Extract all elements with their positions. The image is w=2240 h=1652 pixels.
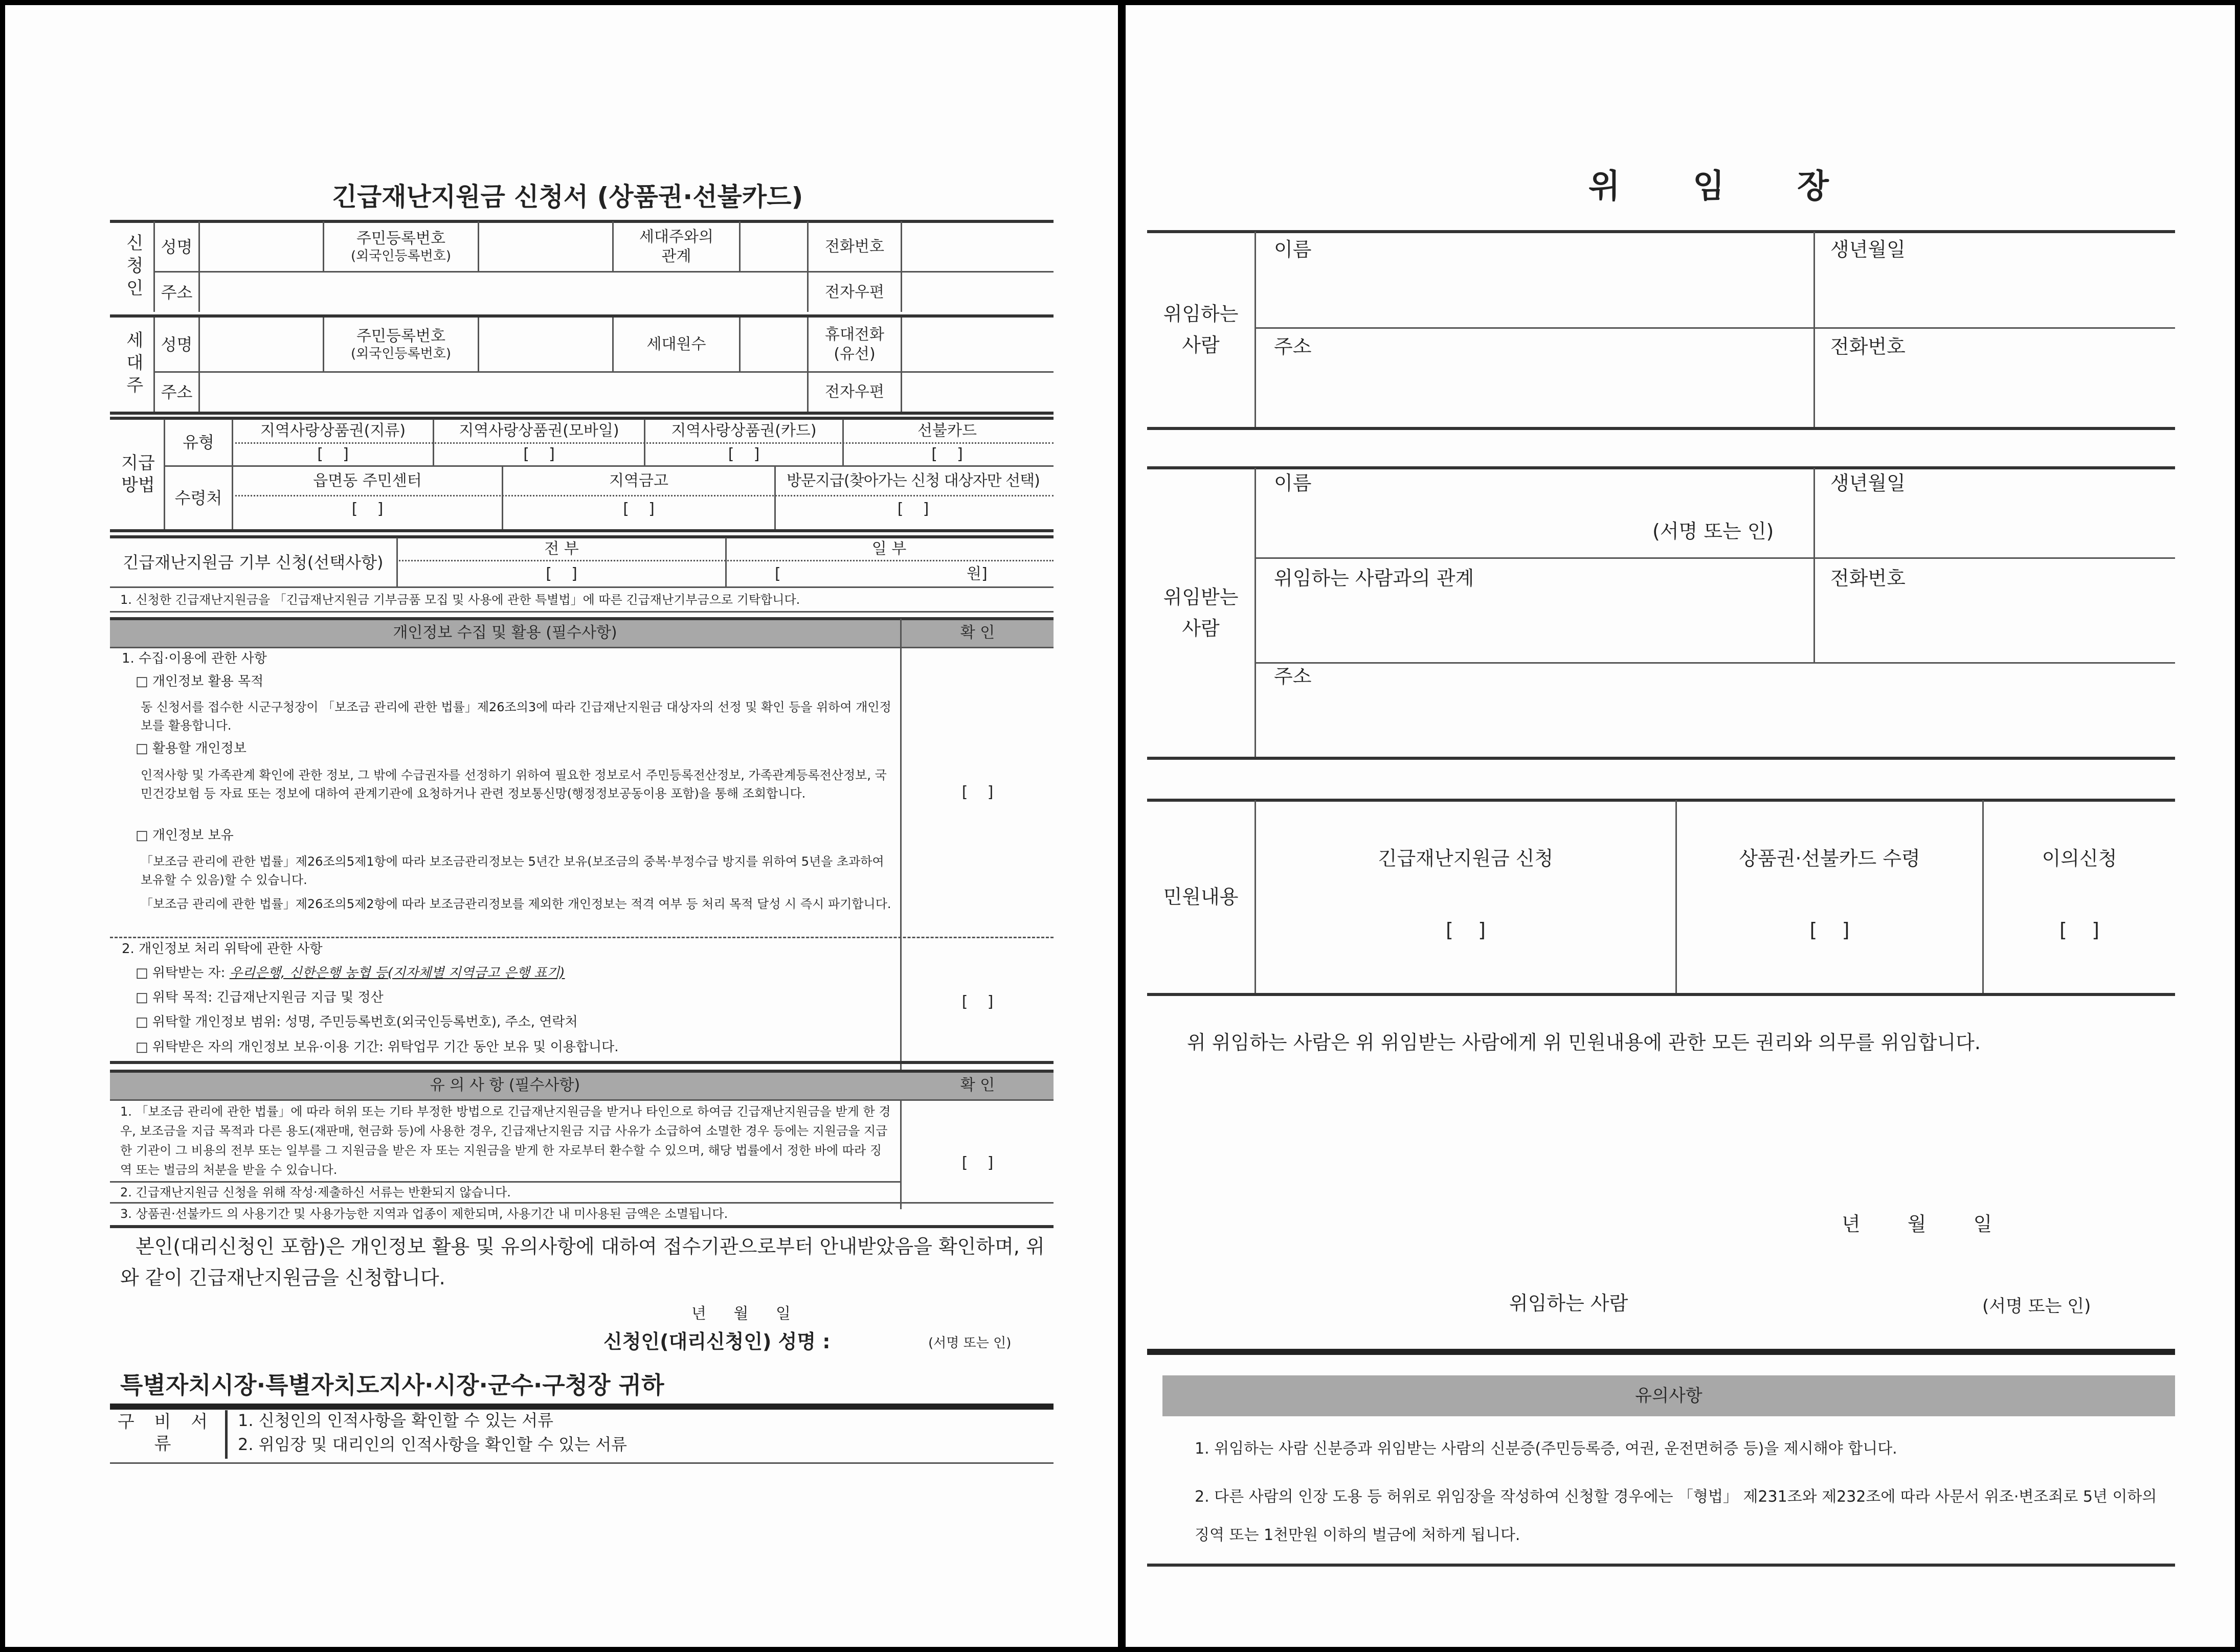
petition-check-apply[interactable]: [ ] <box>1446 919 1486 942</box>
delegation-statement: 위 위임하는 사람은 위 위임받는 사람에게 위 민원내용에 관한 모든 권리와 의무를 위임합니다. <box>1187 1031 1981 1054</box>
householder-email-field[interactable] <box>902 373 1050 412</box>
privacy-s1-title: 1. 수집·이용에 관한 사항 <box>122 651 267 666</box>
docs-label: 구 비 서 류 <box>117 1412 215 1454</box>
receive-place-center: 읍면동 주민센터 <box>313 471 422 490</box>
delegate-birth-field[interactable] <box>1826 499 2169 550</box>
payment-type-mobile: 지역사랑상품권(모바일) <box>459 421 619 440</box>
delegate-name-field[interactable] <box>1266 499 1675 545</box>
privacy-s2-title: 2. 개인정보 처리 위탁에 관한 사항 <box>122 941 323 957</box>
delegator-birth-label: 생년월일 <box>1830 238 1906 261</box>
delegator-phone-field[interactable] <box>1826 363 2169 422</box>
privacy-s2b: □ 위탁 목적: 긴급재난지원금 지급 및 정산 <box>136 990 384 1005</box>
applicant-rrn-label <box>324 222 478 271</box>
donation-part-close: 원] <box>967 564 988 583</box>
form-title: 긴급재난지원금 신청서 (상품권·선불카드) <box>332 182 803 212</box>
payment-type-prepaid: 선불카드 <box>917 421 977 440</box>
privacy-header: 개인정보 수집 및 활용 (필수사항) <box>393 623 617 642</box>
delegator-phone-label: 전화번호 <box>1830 335 1906 358</box>
householder-mobile-text: 휴대전화 <box>825 326 884 344</box>
delegator-sign-field[interactable] <box>1719 1288 1964 1319</box>
householder-members-label: 세대원수 <box>646 335 706 353</box>
notice-confirm-header: 확 인 <box>960 1076 995 1094</box>
privacy-s1b-title: □ 활용할 개인정보 <box>136 741 247 756</box>
docs-item-1: 1. 신청인의 인적사항을 확인할 수 있는 서류 <box>238 1411 554 1430</box>
privacy-s2a <box>136 965 892 982</box>
delegate-section-label: 위임받는 사람 <box>1163 585 1239 640</box>
donation-part-open: [ <box>775 564 781 583</box>
application-date: 년 월 일 <box>691 1305 802 1323</box>
applicant-address-label: 주소 <box>161 282 193 302</box>
payment-check-card[interactable]: [ ] <box>728 445 760 464</box>
householder-email-label: 전자우편 <box>825 383 884 401</box>
privacy-s1b-text: 인적사항 및 가족관계 확인에 관한 정보, 그 밖에 수급권자를 선정하기 위하여 필요한 정보로서 주민등록전산정보, 가족관계등록전산정보, 국민건강보험 등 자료 또는 정보에 대하여 관계기관에 요청하거나 관련 정보통신망(행정정보공동이용 포함)을 통해 조회합니다. <box>141 768 887 801</box>
householder-name-label: 성명 <box>161 334 193 354</box>
payment-check-paper[interactable]: [ ] <box>317 445 349 464</box>
donation-all-label: 전 부 <box>544 539 579 558</box>
signer-sign-mark: (서명 또는 인) <box>928 1336 1012 1351</box>
declaration-text: 본인(대리신청인 포함)은 개인정보 활용 및 유의사항에 대하여 접수기관으로부터 안내받았음을 확인하며, 위와 같이 긴급재난지원금을 신청합니다. <box>120 1235 1045 1289</box>
poa-title: 위 임 장 <box>1588 168 1829 206</box>
privacy-s1c-text2: 「보조금 관리에 관한 법률」제26조의5제2항에 따라 보조금관리정보를 제외한 개인정보는 적격 여부 등 처리 목적 달성 시 즉시 파기합니다. <box>141 897 891 911</box>
payment-section-label: 지급 방법 <box>121 453 155 495</box>
delegate-address-label: 주소 <box>1274 665 1312 688</box>
householder-name-field[interactable] <box>200 318 323 371</box>
applicant-phone-field[interactable] <box>902 222 1050 271</box>
payment-type-card: 지역사랑상품권(카드) <box>671 421 817 440</box>
privacy-s1-check[interactable]: [ ] <box>961 783 994 802</box>
applicant-name-field[interactable] <box>200 222 323 271</box>
privacy-confirm-header: 확 인 <box>960 623 995 642</box>
notice-item-1: 1. 「보조금 관리에 관한 법률」에 따라 허위 또는 기타 부정한 방법으로 긴급재난지원금을 받거나 타인으로 하여금 긴급재난지원금을 받게 한 경우, 보조금을 지급 목적과 다른 용도(재판매, 현금화 등)에 사용한 경우, 긴급재난지원금 지급 사유가 소급하여 소멸한 경우 등에는 지원금을 지급한 기관이 그 비용의 전부 또는 일부를 그 지원금을 받은 자 또는 지원금을 받게 한 자로부터 환수할 수 있으며, 해당 법률에서 정한 바에 따라 징역 또는 벌금의 처분을 받을 수 있습니다. <box>120 1104 891 1177</box>
householder-rrn-text: 주민등록번호 <box>356 327 445 345</box>
delegate-phone-label: 전화번호 <box>1830 567 1906 590</box>
privacy-s2c: □ 위탁할 개인정보 범위: 성명, 주민등록번호(외국인등록번호), 주소, 연락처 <box>136 1014 578 1030</box>
householder-address-field[interactable] <box>200 373 806 412</box>
delegate-relation-field[interactable] <box>1266 596 1808 657</box>
petition-check-receive[interactable]: [ ] <box>1809 919 1850 942</box>
petition-check-objection[interactable]: [ ] <box>2059 919 2099 942</box>
receive-place-bank: 지역금고 <box>609 471 668 490</box>
privacy-s1a-text: 동 신청서를 접수한 시군구청장이 「보조금 관리에 관한 법률」제26조의3에 따라 긴급재난지원금 대상자의 선정 및 확인 등을 위하여 개인정보를 활용합니다. <box>141 700 891 733</box>
notice-header: 유 의 사 항 (필수사항) <box>430 1076 580 1094</box>
delegate-phone-field[interactable] <box>1826 596 2169 657</box>
payment-type-paper: 지역사랑상품권(지류) <box>260 421 406 440</box>
delegator-birth-field[interactable] <box>1826 266 2169 322</box>
signer-label: 신청인(대리신청인) 성명 : <box>603 1330 831 1353</box>
delegator-section-label: 위임하는 사람 <box>1163 303 1239 356</box>
householder-mobile-sub: (유선) <box>834 345 876 363</box>
donation-part-label: 일 부 <box>871 539 907 558</box>
applicant-rrn-sub: (외국인등록번호) <box>350 248 452 264</box>
applicant-address-field[interactable] <box>200 273 806 312</box>
poa-notice-2: 2. 다른 사람의 인장 도용 등 허위로 위임장을 작성하여 신청할 경우에는 「형법」 제231조와 제232조에 따라 사문서 위조·변조죄로 5년 이하의 징역 또는 1천만원 이하의 벌금에 처하게 됩니다. <box>1195 1488 2157 1544</box>
delegate-name-label: 이름 <box>1274 472 1312 494</box>
notice-item-3: 3. 상품권·선불카드 의 사용기간 및 사용가능한 지역과 업종이 제한되며, 사용기간 내 미사용된 금액은 소멸됩니다. <box>120 1207 728 1221</box>
petition-item-objection: 이의신청 <box>2042 847 2117 870</box>
privacy-s2-check[interactable]: [ ] <box>961 993 994 1011</box>
receive-check-bank[interactable]: [ ] <box>623 500 655 518</box>
privacy-s1c-text1: 「보조금 관리에 관한 법률」제26조의5제1항에 따라 보조금관리정보는 5년간 보유(보조금의 중복·부정수급 방지를 위하여 5년을 초과하여 보유할 수 있음)할 수 있습니다. <box>141 854 884 887</box>
applicant-phone-label: 전화번호 <box>825 237 884 256</box>
householder-mobile-field[interactable] <box>902 318 1050 371</box>
applicant-name-label: 성명 <box>161 237 193 257</box>
donation-amount-input[interactable] <box>795 563 964 584</box>
privacy-s2a-label: □ 위탁받는 자: <box>136 965 226 981</box>
delegate-birth-label: 생년월일 <box>1830 472 1906 494</box>
applicant-rrn-field[interactable] <box>479 222 612 271</box>
privacy-s1a-title: □ 개인정보 활용 목적 <box>136 674 264 689</box>
addressee: 특별자치시장·특별자치도지사·시장·군수·구청장 귀하 <box>120 1371 664 1399</box>
delegator-address-field[interactable] <box>1266 363 1808 422</box>
petition-section-label: 민원내용 <box>1163 885 1239 908</box>
donation-label: 긴급재난지원금 기부 신청(선택사항) <box>123 552 384 572</box>
receive-place-visit: 방문지급(찾아가는 신청 대상자만 선택) <box>787 471 1040 490</box>
delegator-name-label: 이름 <box>1274 238 1312 261</box>
petition-item-receive: 상품권·선불카드 수령 <box>1739 847 1920 870</box>
applicant-section-label: 신청인 <box>123 233 144 301</box>
delegator-name-field[interactable] <box>1266 266 1900 322</box>
payment-receive-label: 수령처 <box>174 488 222 508</box>
donation-all-check[interactable]: [ ] <box>546 564 577 583</box>
payment-check-mobile[interactable]: [ ] <box>523 445 555 464</box>
applicant-relation-field[interactable] <box>741 222 807 271</box>
receive-check-visit[interactable]: [ ] <box>897 500 929 518</box>
donation-note: 1. 신청한 긴급재난지원금을 「긴급재난지원금 기부금품 모집 및 사용에 관한 특별법」에 따른 긴급재난기부금으로 기탁합니다. <box>120 592 800 607</box>
notice-item-2: 2. 긴급재난지원금 신청을 위해 작성·제출하신 서류는 반환되지 않습니다. <box>120 1185 511 1200</box>
delegator-address-label: 주소 <box>1274 335 1312 358</box>
householder-section-label: 세대주 <box>123 331 144 398</box>
notice-check[interactable]: [ ] <box>961 1154 994 1172</box>
householder-mobile-label <box>809 318 901 371</box>
householder-rrn-sub: (외국인등록번호) <box>350 346 452 361</box>
poa-date: 년 월 일 <box>1842 1213 1992 1236</box>
receive-check-center[interactable]: [ ] <box>351 500 384 518</box>
poa-sign-mark: (서명 또는 인) <box>1982 1296 2091 1317</box>
privacy-s2a-value: 우리은행, 신한은행 농협 등(지자체별 지역금고 은행 표기) <box>229 965 565 981</box>
applicant-email-field[interactable] <box>902 273 1050 312</box>
householder-rrn-field[interactable] <box>479 318 612 371</box>
delegator-sign-label: 위임하는 사람 <box>1509 1292 1628 1315</box>
petition-item-apply: 긴급재난지원금 신청 <box>1378 847 1554 870</box>
householder-members-field[interactable] <box>741 318 807 371</box>
power-of-attorney-page <box>1121 0 2240 1652</box>
householder-rrn-label <box>324 318 478 371</box>
delegate-address-field[interactable] <box>1266 693 2171 752</box>
privacy-s2d: □ 위탁받은 자의 개인정보 보유·이용 기간: 위탁업무 기간 동안 보유 및 이용합니다. <box>136 1039 619 1055</box>
signer-name-input[interactable] <box>839 1329 921 1355</box>
poa-notice-1: 1. 위임하는 사람 신분증과 위임받는 사람의 신분증(주민등록증, 여권, 운전면허증 등)을 제시해야 합니다. <box>1195 1440 1897 1458</box>
delegate-sign-mark: (서명 또는 인) <box>1652 520 1774 543</box>
householder-address-label: 주소 <box>161 382 193 402</box>
applicant-email-label: 전자우편 <box>825 283 884 301</box>
payment-check-prepaid[interactable]: [ ] <box>931 445 963 464</box>
poa-notice-header: 유의사항 <box>1635 1385 1703 1406</box>
applicant-relation-label: 세대주와의 관계 <box>639 228 713 265</box>
docs-item-2: 2. 위임장 및 대리인의 인적사항을 확인할 수 있는 서류 <box>238 1435 628 1454</box>
delegate-relation-label: 위임하는 사람과의 관계 <box>1274 567 1474 590</box>
payment-type-label: 유형 <box>183 433 214 452</box>
applicant-rrn-text: 주민등록번호 <box>356 229 445 247</box>
privacy-s1c-title: □ 개인정보 보유 <box>136 828 234 843</box>
